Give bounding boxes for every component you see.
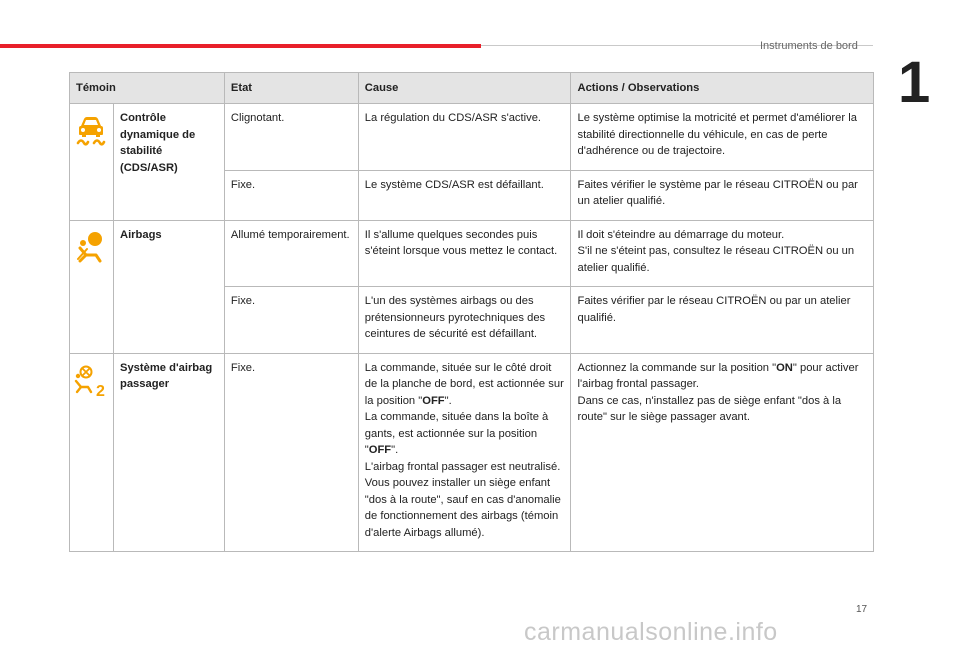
action-cell: Faites vérifier le système par le réseau CITROËN ou par un atelier qualifié. (571, 170, 874, 220)
table-row (70, 220, 874, 287)
cause-text: L'airbag frontal passager est neutralisé. (364, 460, 561, 473)
cause-cell: L'un des systèmes airbags ou des prétensionneurs pyrotechniques des ceintures de sécurité est défaillant. (358, 287, 571, 354)
warning-name: Contrôle dynamique de stabilité (CDS/ASR) (113, 104, 224, 221)
cause-cell: Il s'allume quelques secondes puis s'éteint lorsque vous mettez le contact. (358, 220, 571, 287)
action-cell (571, 220, 874, 287)
cause-text: Vous pouvez installer un siège enfant "dos à la route", sauf en cas d'anomalie de fonctionnement des airbags (témoin d'alerte Airbags allumé). (364, 477, 561, 539)
warning-icon-cell (70, 104, 114, 221)
off-keyword: OFF (368, 444, 392, 456)
action-line: S'il ne s'éteint pas, consultez le réseau CITROËN ou un atelier qualifié. (577, 245, 855, 274)
icon-badge: 2 (96, 382, 105, 398)
column-header-etat: Etat (224, 73, 358, 104)
cause-text: ". (391, 444, 399, 456)
table-row (70, 353, 874, 552)
cause-text: La commande, située sur le côté droit de la planche de bord, est actionnée sur la position " (364, 361, 564, 407)
action-text: " pour activer l'airbag frontal passager. (577, 361, 859, 390)
action-cell (571, 353, 874, 552)
off-keyword: OFF (422, 394, 445, 407)
state-cell: Fixe. (224, 353, 358, 552)
table-header-row (70, 73, 874, 104)
state-cell: Fixe. (224, 287, 358, 354)
cause-cell (358, 353, 571, 552)
warning-lights-table (69, 72, 874, 552)
action-cell: Le système optimise la motricité et permet d'améliorer la stabilité directionnelle du véhicule, en cas de perte d'adhérence ou de trajectoire. (571, 104, 874, 171)
chapter-number: 1 (898, 50, 931, 115)
section-title: Instruments de bord (760, 40, 858, 52)
action-text: Dans ce cas, n'installez pas de siège enfant "dos à la route" sur le siège passager avant. (577, 394, 842, 423)
cause-text: La commande, située dans la boîte à gants, est actionnée sur la position " (364, 411, 549, 456)
action-text: Actionnez la commande sur la position " (577, 361, 777, 374)
cause-cell: Le système CDS/ASR est défaillant. (358, 170, 571, 220)
header-accent-bar (0, 44, 481, 48)
action-cell: Faites vérifier par le réseau CITROËN ou par un atelier qualifié. (571, 287, 874, 354)
warning-name: Système d'airbag passager (113, 353, 224, 552)
state-cell: Fixe. (224, 170, 358, 220)
column-header-actions: Actions / Observations (571, 73, 874, 104)
warning-icon-cell (70, 353, 114, 552)
passenger-airbag-off-icon (74, 364, 108, 398)
action-line: Il doit s'éteindre au démarrage du moteur. (577, 228, 785, 241)
warning-name: Airbags (113, 220, 224, 353)
on-keyword: ON (776, 361, 793, 374)
column-header-temoin: Témoin (70, 73, 225, 104)
warning-icon-cell (70, 220, 114, 353)
page-number: 17 (856, 604, 868, 615)
airbag-icon (74, 231, 108, 265)
state-cell: Clignotant. (224, 104, 358, 171)
traction-control-icon (74, 114, 108, 148)
state-cell: Allumé temporairement. (224, 220, 358, 287)
column-header-cause: Cause (358, 73, 571, 104)
cause-cell: La régulation du CDS/ASR s'active. (358, 104, 571, 171)
table-row (70, 104, 874, 171)
cause-text: ". (444, 394, 452, 407)
watermark: carmanualsonline.info (524, 618, 778, 646)
